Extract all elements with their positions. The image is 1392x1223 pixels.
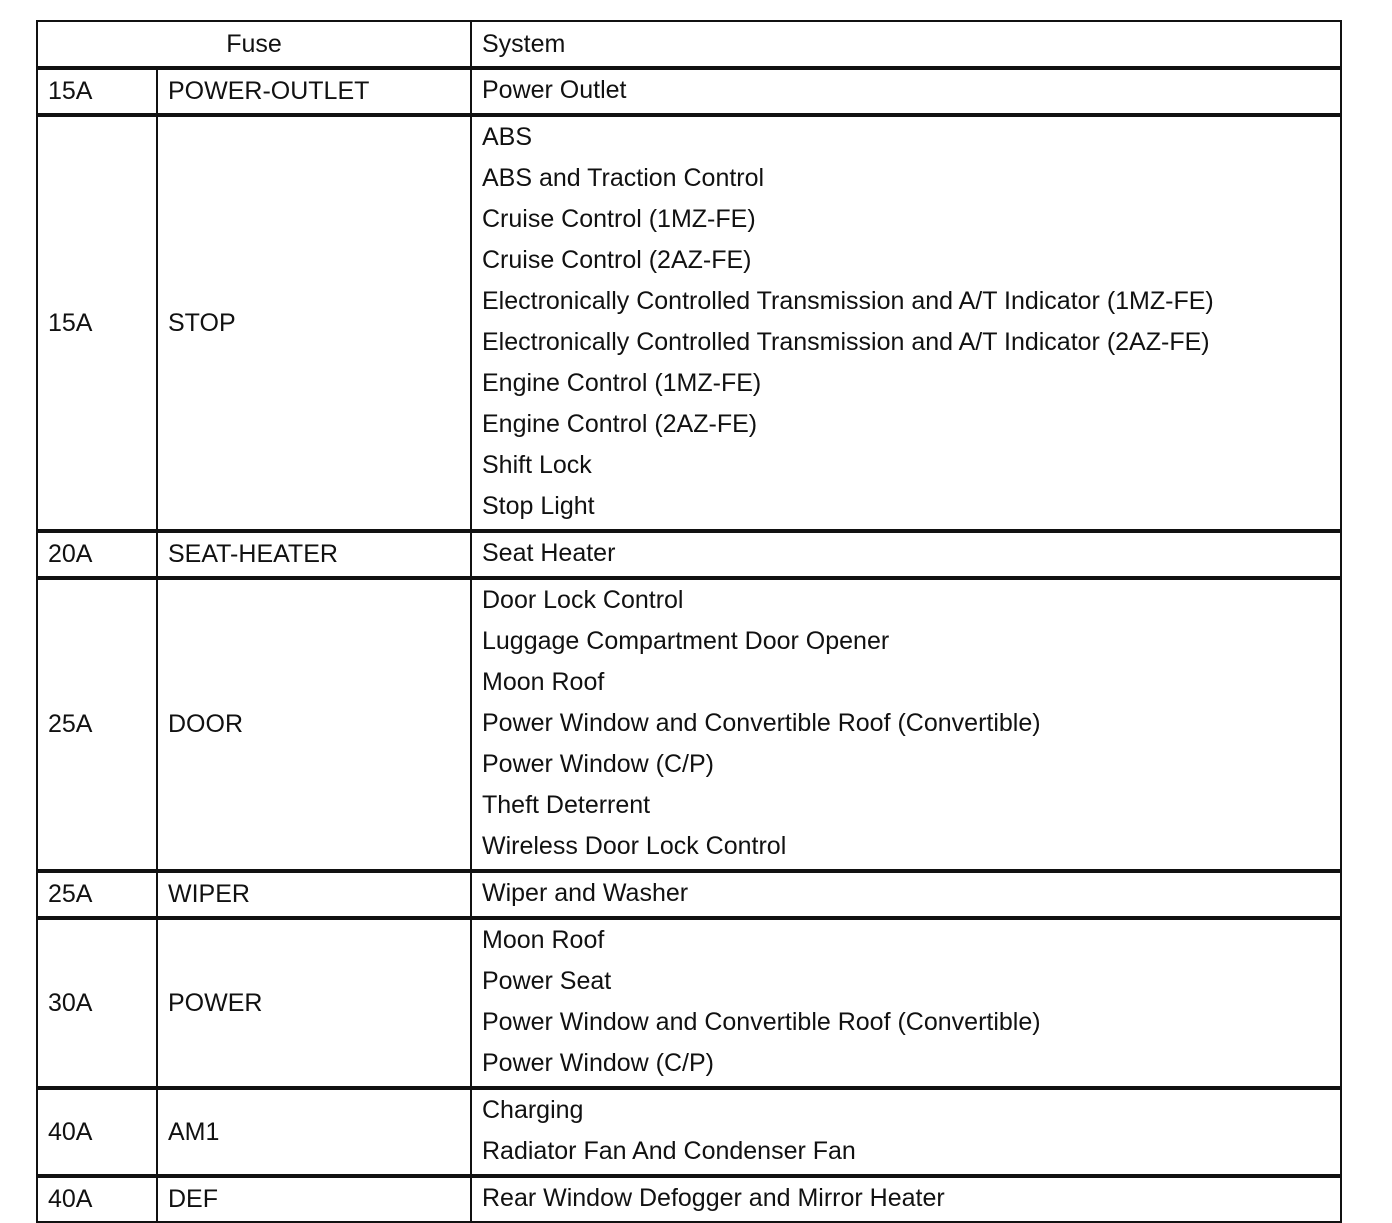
system-item: Power Window (C/P): [482, 750, 714, 778]
table-body: [37, 68, 1341, 1222]
fuse-amperage: 20A: [37, 531, 157, 578]
table-header: [37, 21, 1341, 68]
system-item: Moon Roof: [482, 668, 605, 696]
system-item: Radiator Fan And Condenser Fan: [482, 1137, 856, 1165]
system-item: Door Lock Control: [482, 586, 684, 614]
table-row: [37, 1176, 1341, 1222]
fuse-column-header: Fuse: [37, 21, 471, 68]
system-list: [471, 578, 1341, 871]
fuse-name: AM1: [157, 1088, 471, 1176]
system-item: Power Outlet: [482, 76, 627, 104]
fuse-table: [36, 20, 1342, 1223]
system-item: Power Window (C/P): [482, 1049, 714, 1077]
system-item: Rear Window Defogger and Mirror Heater: [482, 1184, 945, 1212]
fuse-name: POWER: [157, 918, 471, 1088]
system-column-header: System: [471, 21, 1341, 68]
fuse-name: POWER-OUTLET: [157, 68, 471, 115]
system-item: Luggage Compartment Door Opener: [482, 627, 890, 655]
system-item: Engine Control (1MZ-FE): [482, 369, 762, 397]
table-row: [37, 68, 1341, 115]
system-list: [471, 871, 1341, 918]
fuse-amperage: 25A: [37, 578, 157, 871]
fuse-name: DOOR: [157, 578, 471, 871]
system-item: Electronically Controlled Transmission and A/T Indicator (2AZ-FE): [482, 328, 1210, 356]
system-item: Seat Heater: [482, 539, 616, 567]
system-list: [471, 115, 1341, 531]
system-item: Power Window and Convertible Roof (Convertible): [482, 1008, 1041, 1036]
system-list: [471, 1176, 1341, 1222]
system-item: Theft Deterrent: [482, 791, 651, 819]
fuse-amperage: 15A: [37, 68, 157, 115]
system-item: Shift Lock: [482, 451, 592, 479]
system-item: Power Window and Convertible Roof (Convertible): [482, 709, 1041, 737]
fuse-amperage: 25A: [37, 871, 157, 918]
fuse-amperage: 40A: [37, 1176, 157, 1222]
system-item: Cruise Control (1MZ-FE): [482, 205, 756, 233]
fuse-amperage: 30A: [37, 918, 157, 1088]
system-item: Stop Light: [482, 492, 595, 520]
table-row: [37, 531, 1341, 578]
fuse-name: STOP: [157, 115, 471, 531]
system-item: Electronically Controlled Transmission and A/T Indicator (1MZ-FE): [482, 287, 1214, 315]
system-item: Engine Control (2AZ-FE): [482, 410, 758, 438]
system-item: ABS and Traction Control: [482, 164, 765, 192]
fuse-amperage: 40A: [37, 1088, 157, 1176]
fuse-name: SEAT-HEATER: [157, 531, 471, 578]
system-item: ABS: [482, 123, 533, 151]
system-item: Charging: [482, 1096, 584, 1124]
system-list: [471, 68, 1341, 115]
system-item: Wireless Door Lock Control: [482, 832, 787, 860]
system-item: Moon Roof: [482, 926, 605, 954]
table-row: [37, 578, 1341, 871]
table-row: [37, 115, 1341, 531]
system-list: [471, 918, 1341, 1088]
header-row: [37, 21, 1341, 68]
fuse-name: DEF: [157, 1176, 471, 1222]
fuse-amperage: 15A: [37, 115, 157, 531]
system-item: Power Seat: [482, 967, 612, 995]
system-list: [471, 1088, 1341, 1176]
table-row: [37, 871, 1341, 918]
system-item: Wiper and Washer: [482, 879, 689, 907]
fuse-name: WIPER: [157, 871, 471, 918]
system-list: [471, 531, 1341, 578]
table-row: [37, 918, 1341, 1088]
system-item: Cruise Control (2AZ-FE): [482, 246, 752, 274]
table-row: [37, 1088, 1341, 1176]
